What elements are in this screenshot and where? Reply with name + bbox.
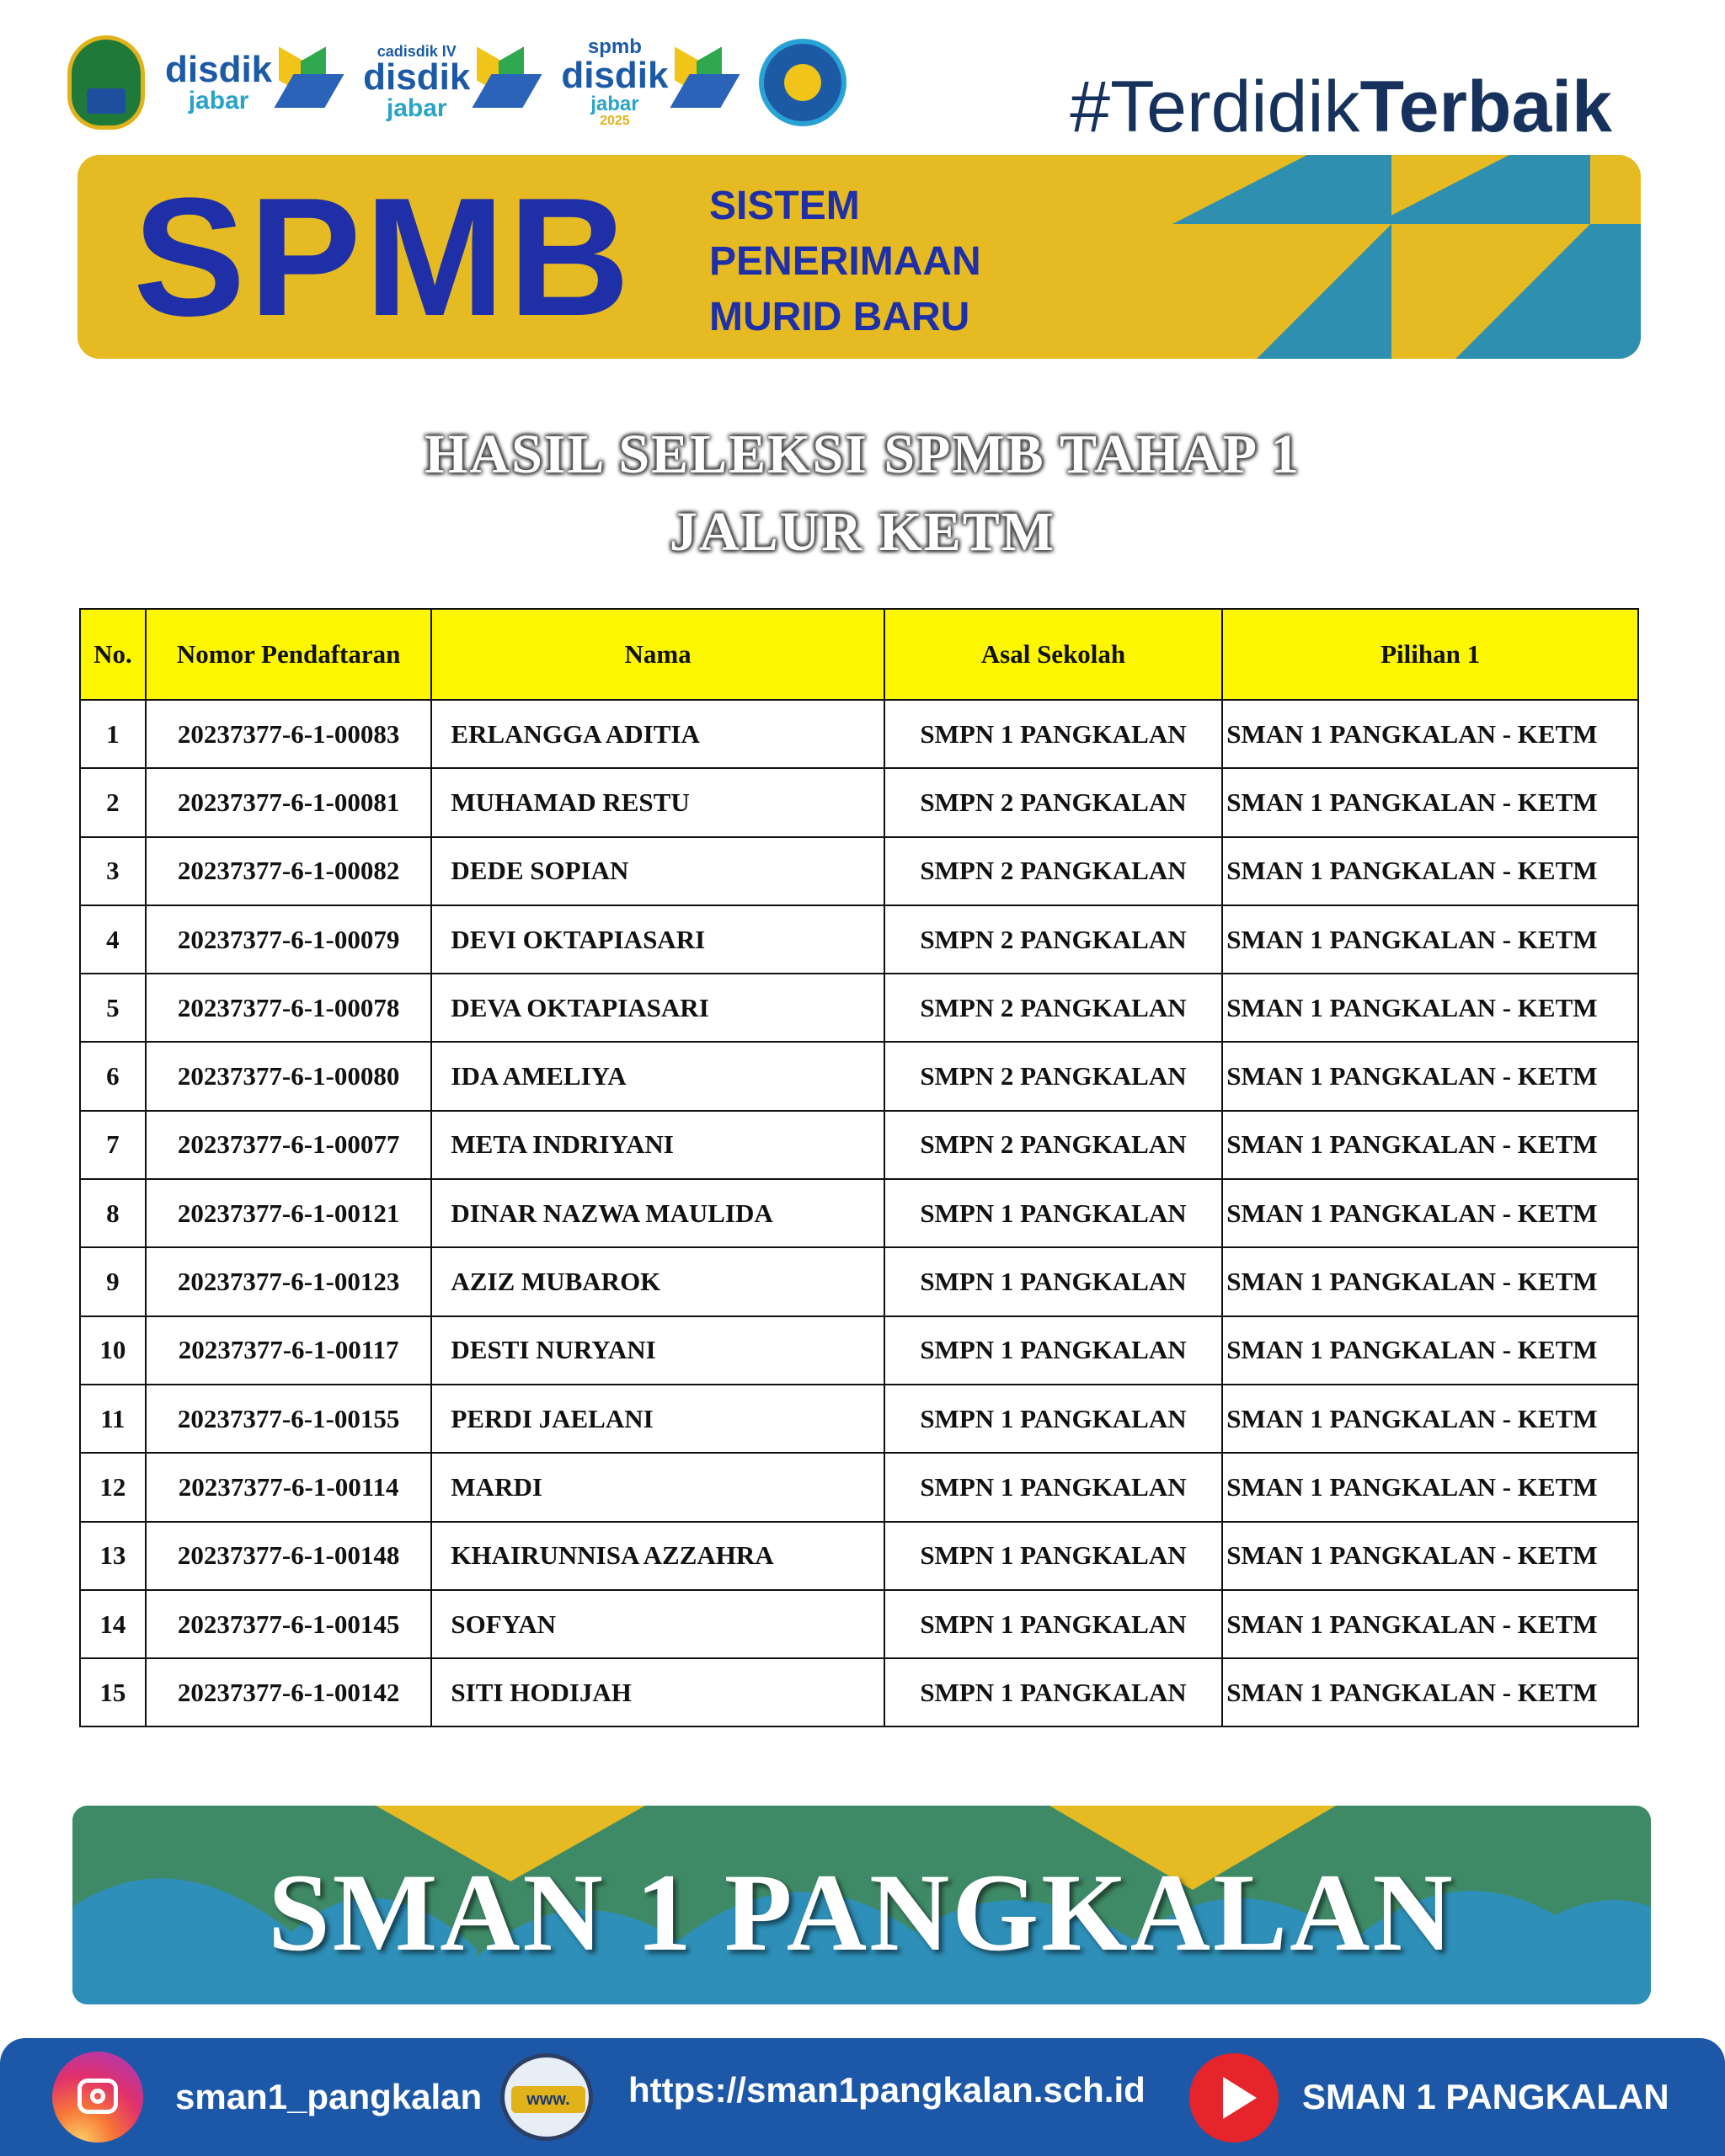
cell-origin-school: SMPN 2 PANGKALAN <box>884 837 1223 905</box>
cell-origin-school: SMPN 1 PANGKALAN <box>884 1316 1223 1385</box>
cell-choice-1: SMAN 1 PANGKALAN - KETM <box>1222 837 1638 905</box>
logo-text-disdik: disdik <box>165 49 273 90</box>
cell-name: META INDRIYANI <box>431 1111 884 1179</box>
footer <box>0 2038 1725 2156</box>
cell-origin-school: SMPN 1 PANGKALAN <box>884 1179 1223 1247</box>
header-origin-school: Asal Sekolah <box>884 609 1223 700</box>
cell-registration-number: 20237377-6-1-00117 <box>146 1316 432 1385</box>
table-row <box>80 1658 1638 1726</box>
cell-choice-1: SMAN 1 PANGKALAN - KETM <box>1222 1316 1638 1385</box>
spmb-acronym: SPMB <box>133 163 633 351</box>
cell-origin-school: SMPN 2 PANGKALAN <box>884 1042 1223 1110</box>
cell-no: 3 <box>80 837 146 905</box>
cell-no: 6 <box>80 1042 146 1110</box>
cell-name: SITI HODIJAH <box>431 1658 884 1726</box>
cell-registration-number: 20237377-6-1-00082 <box>146 837 432 905</box>
cell-choice-1: SMAN 1 PANGKALAN - KETM <box>1222 974 1638 1042</box>
disdik-mark-icon <box>473 49 541 116</box>
table-row <box>80 1042 1638 1110</box>
table-row <box>80 905 1638 974</box>
cell-registration-number: 20237377-6-1-00081 <box>146 768 432 836</box>
cell-origin-school: SMPN 2 PANGKALAN <box>884 974 1223 1042</box>
cadisdik-logo <box>363 44 541 121</box>
instagram-icon[interactable] <box>52 2052 143 2143</box>
logo-text-disdik: disdik <box>363 56 471 98</box>
cell-choice-1: SMAN 1 PANGKALAN - KETM <box>1222 1522 1638 1590</box>
sma-negeri-1-pangkalan-logo-icon <box>759 39 846 126</box>
cell-no: 5 <box>80 974 146 1042</box>
results-table <box>79 608 1639 1727</box>
disdik-jabar-logo <box>165 49 343 116</box>
spmb-banner <box>77 155 1641 359</box>
table-header-row <box>80 609 1638 700</box>
table-row <box>80 1590 1638 1658</box>
hashtag <box>1070 66 1612 149</box>
cell-origin-school: SMPN 2 PANGKALAN <box>884 905 1223 974</box>
spmb-line-3: MURID BARU <box>709 295 970 339</box>
spmb-line-2: PENERIMAAN <box>709 239 981 284</box>
cell-registration-number: 20237377-6-1-00123 <box>146 1247 432 1315</box>
cell-choice-1: SMAN 1 PANGKALAN - KETM <box>1222 1385 1638 1453</box>
cell-name: DESTI NURYANI <box>431 1316 884 1385</box>
cell-registration-number: 20237377-6-1-00079 <box>146 905 432 974</box>
logo-text-cadisdik: cadisdik IV <box>377 43 457 60</box>
cell-name: AZIZ MUBAROK <box>431 1247 884 1315</box>
cell-registration-number: 20237377-6-1-00145 <box>146 1590 432 1658</box>
cell-origin-school: SMPN 1 PANGKALAN <box>884 1658 1223 1726</box>
cell-no: 4 <box>80 905 146 974</box>
cell-registration-number: 20237377-6-1-00077 <box>146 1111 432 1179</box>
logo-text-jabar: jabar <box>590 93 639 115</box>
disdik-mark-icon <box>275 49 343 116</box>
cell-name: DEVI OKTAPIASARI <box>431 905 884 974</box>
table-row <box>80 768 1638 836</box>
header-choice-1: Pilihan 1 <box>1222 609 1638 700</box>
cell-origin-school: SMPN 1 PANGKALAN <box>884 1590 1223 1658</box>
globe-www-icon[interactable] <box>500 2053 593 2141</box>
spmb-disdik-logo <box>561 37 739 128</box>
cell-no: 10 <box>80 1316 146 1385</box>
cell-choice-1: SMAN 1 PANGKALAN - KETM <box>1222 1111 1638 1179</box>
cell-origin-school: SMPN 1 PANGKALAN <box>884 1522 1223 1590</box>
cell-name: SOFYAN <box>431 1590 884 1658</box>
cell-registration-number: 20237377-6-1-00114 <box>146 1453 432 1521</box>
school-name: SMAN 1 PANGKALAN <box>268 1850 1455 1974</box>
cell-no: 15 <box>80 1658 146 1726</box>
cell-no: 14 <box>80 1590 146 1658</box>
cell-registration-number: 20237377-6-1-00142 <box>146 1658 432 1726</box>
cell-registration-number: 20237377-6-1-00083 <box>146 700 432 768</box>
page-subtitle: JALUR KETM <box>669 501 1056 563</box>
table-row <box>80 1385 1638 1453</box>
cell-origin-school: SMPN 2 PANGKALAN <box>884 1111 1223 1179</box>
youtube-channel-link[interactable]: SMAN 1 PANGKALAN <box>1302 2077 1669 2116</box>
table-row <box>80 1111 1638 1179</box>
cell-origin-school: SMPN 1 PANGKALAN <box>884 1247 1223 1315</box>
cell-choice-1: SMAN 1 PANGKALAN - KETM <box>1222 700 1638 768</box>
cell-registration-number: 20237377-6-1-00155 <box>146 1385 432 1453</box>
cell-registration-number: 20237377-6-1-00078 <box>146 974 432 1042</box>
cell-name: ERLANGGA ADITIA <box>431 700 884 768</box>
header-name: Nama <box>431 609 884 700</box>
logo-text-year: 2025 <box>600 114 630 128</box>
spmb-line-1: SISTEM <box>709 184 860 228</box>
cell-choice-1: SMAN 1 PANGKALAN - KETM <box>1222 1658 1638 1726</box>
cell-name: MARDI <box>431 1453 884 1521</box>
cell-no: 12 <box>80 1453 146 1521</box>
table-row <box>80 1316 1638 1385</box>
school-banner <box>72 1806 1651 2004</box>
cell-origin-school: SMPN 1 PANGKALAN <box>884 1453 1223 1521</box>
cell-name: MUHAMAD RESTU <box>431 768 884 836</box>
table-row <box>80 1453 1638 1521</box>
cell-choice-1: SMAN 1 PANGKALAN - KETM <box>1222 1179 1638 1247</box>
cell-origin-school: SMPN 2 PANGKALAN <box>884 768 1223 836</box>
disdik-mark-icon <box>671 49 739 116</box>
table-row <box>80 1247 1638 1315</box>
cell-no: 8 <box>80 1179 146 1247</box>
cell-no: 2 <box>80 768 146 836</box>
cell-name: PERDI JAELANI <box>431 1385 884 1453</box>
cell-choice-1: SMAN 1 PANGKALAN - KETM <box>1222 1042 1638 1110</box>
www-badge-label: www. <box>511 2086 585 2113</box>
page-title: HASIL SELEKSI SPMB TAHAP 1 <box>425 424 1300 485</box>
cell-registration-number: 20237377-6-1-00148 <box>146 1522 432 1590</box>
cell-choice-1: SMAN 1 PANGKALAN - KETM <box>1222 1590 1638 1658</box>
cell-no: 1 <box>80 700 146 768</box>
table-row <box>80 1522 1638 1590</box>
cell-origin-school: SMPN 1 PANGKALAN <box>884 1385 1223 1453</box>
cell-no: 11 <box>80 1385 146 1453</box>
cell-registration-number: 20237377-6-1-00121 <box>146 1179 432 1247</box>
cell-registration-number: 20237377-6-1-00080 <box>146 1042 432 1110</box>
table-row <box>80 837 1638 905</box>
cell-name: KHAIRUNNISA AZZAHRA <box>431 1522 884 1590</box>
cell-choice-1: SMAN 1 PANGKALAN - KETM <box>1222 768 1638 836</box>
cell-no: 9 <box>80 1247 146 1315</box>
table-row <box>80 700 1638 768</box>
spmb-fullname <box>709 179 981 345</box>
cell-choice-1: SMAN 1 PANGKALAN - KETM <box>1222 905 1638 974</box>
hashtag-prefix: #Terdidik <box>1070 67 1360 147</box>
logo-text-disdik: disdik <box>561 55 669 96</box>
logo-text-jabar: jabar <box>188 87 249 115</box>
cell-choice-1: SMAN 1 PANGKALAN - KETM <box>1222 1453 1638 1521</box>
cell-origin-school: SMPN 1 PANGKALAN <box>884 700 1223 768</box>
logo-text-spmb: spmb <box>587 35 642 58</box>
logo-text-jabar: jabar <box>386 94 447 122</box>
cell-name: DINAR NAZWA MAULIDA <box>431 1179 884 1247</box>
table-row <box>80 1179 1638 1247</box>
cell-name: IDA AMELIYA <box>431 1042 884 1110</box>
header-no: No. <box>80 609 146 700</box>
header-logos <box>67 32 846 133</box>
youtube-icon[interactable] <box>1189 2053 1279 2143</box>
cell-name: DEVA OKTAPIASARI <box>431 974 884 1042</box>
hashtag-bold: Terbaik <box>1359 67 1612 147</box>
cell-choice-1: SMAN 1 PANGKALAN - KETM <box>1222 1247 1638 1315</box>
cell-no: 13 <box>80 1522 146 1590</box>
website-link[interactable]: https://sman1pangkalan.sch.id <box>628 2070 1146 2110</box>
instagram-handle-link[interactable]: sman1_pangkalan <box>175 2077 483 2116</box>
table-row <box>80 974 1638 1042</box>
header-registration-number: Nomor Pendaftaran <box>146 609 432 700</box>
jawa-barat-crest-icon <box>67 35 145 130</box>
cell-name: DEDE SOPIAN <box>431 837 884 905</box>
cell-no: 7 <box>80 1111 146 1179</box>
